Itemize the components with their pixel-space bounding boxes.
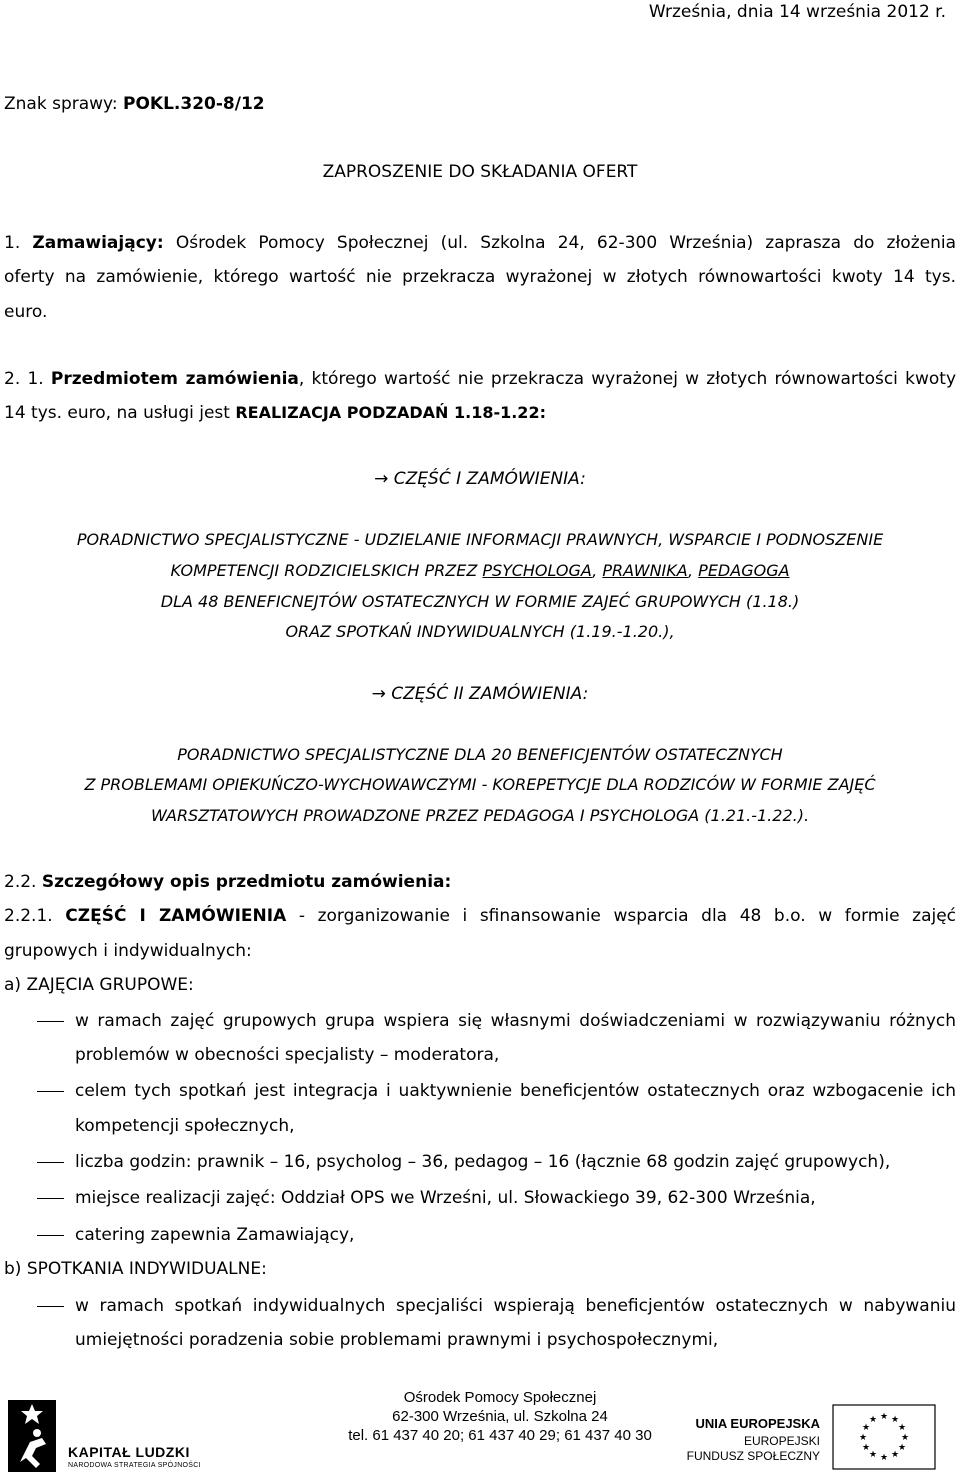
section1-line1 [4, 233, 956, 253]
eu-logo-line2: EUROPEJSKI [743, 1434, 820, 1448]
section221-line2: grupowych i indywidualnych: [4, 941, 252, 961]
part1-line2 [0, 561, 960, 580]
bullet-dash [37, 1235, 64, 1236]
section21-line2 [4, 403, 546, 423]
human-capital-subtitle: NARODOWA STRATEGIA SPÓJNOŚCI [68, 1462, 201, 1469]
bullet-dash [37, 1162, 64, 1163]
individual-item1-line2: umiejętności poradzenia sobie problemami prawnymi i psychospołecznymi, [75, 1330, 719, 1350]
pedagogue-word: PEDAGOGA [698, 561, 790, 580]
bullet-dash [37, 1021, 64, 1022]
section21-label: Przedmiotem zamówienia [50, 369, 299, 389]
part2-line3: WARSZTATOWYCH PROWADZONE PRZEZ PEDAGOGA I PSYCHOLOGA (1.21.-1.22.). [150, 806, 810, 825]
page-title: ZAPROSZENIE DO SKŁADANIA OFERT [322, 162, 638, 182]
svg-text:★: ★ [890, 1450, 900, 1460]
section22-number: 2.2. [4, 872, 37, 892]
separator: , [592, 561, 603, 580]
eu-flag-icon [832, 1404, 936, 1470]
section22-line [4, 872, 451, 892]
human-capital-title: KAPITAŁ LUDZKI [68, 1444, 190, 1460]
part1-line1: PORADNICTWO SPECJALISTYCZNE - UDZIELANIE INFORMACJI PRAWNYCH, WSPARCIE I PODNOSZENIE [76, 530, 884, 549]
case-number: POKL.320-8/12 [123, 94, 265, 114]
svg-text:★: ★ [897, 1443, 907, 1453]
group-item4: miejsce realizacji zajęć: Oddział OPS we Wrześni, ul. Słowackiego 39, 62-300 Września, [75, 1188, 816, 1208]
human-capital-logo [6, 1398, 246, 1476]
psychologist-word: PSYCHOLOGA [482, 561, 593, 580]
case-number-line [4, 94, 265, 114]
section21-text2: 14 tys. euro, na usługi jest [4, 403, 236, 423]
eu-logo [686, 1404, 944, 1474]
group-item3: liczba godzin: prawnik – 16, psycholog – 36, pedagog – 16 (łącznie 68 godzin zajęć grupowych), [75, 1152, 891, 1172]
section1-line3: euro. [4, 302, 48, 322]
part2-line1: PORADNICTWO SPECJALISTYCZNE DLA 20 BENEFICJENTÓW OSTATECZNYCH [177, 745, 783, 764]
section1-line2: oferty na zamówienie, którego wartość nie przekracza wyrażonej w złotych równowartości kwoty 14 tys. [4, 267, 956, 287]
section21-line1 [4, 369, 956, 389]
case-number-label: Znak sprawy: [4, 94, 123, 114]
eu-logo-line1: UNIA EUROPEJSKA [695, 1416, 820, 1431]
svg-text:★: ★ [868, 1415, 878, 1425]
individual-item1-line1: w ramach spotkań indywidualnych specjaliści wspierają beneficjentów ostatecznych w nabywaniu [75, 1296, 956, 1316]
bullet-dash [37, 1306, 64, 1307]
bullet-dash [37, 1091, 64, 1092]
section1-text: Ośrodek Pomocy Społecznej (ul. Szkolna 24, 62-300 Września) zaprasza do złożenia [175, 233, 957, 253]
section21-text: , którego wartość nie przekracza wyrażonej w złotych równowartości kwoty [298, 369, 957, 389]
group-item1-line2: problemów w obecności specjalisty – moderatora, [75, 1045, 500, 1065]
footer-org: Ośrodek Pomocy Społecznej [403, 1389, 597, 1406]
section22-label: Szczegółowy opis przedmiotu zamówienia: [41, 872, 452, 892]
part2-line2: Z PROBLEMAMI OPIEKUŃCZO-WYCHOWAWCZYMI - KOREPETYCJE DLA RODZICÓW W FORMIE ZAJĘĆ [84, 775, 876, 794]
part1-heading: → CZĘŚĆ I ZAMÓWIENIA: [374, 469, 586, 489]
svg-text:★: ★ [879, 1453, 889, 1463]
section1-label: Zamawiający: [32, 233, 164, 253]
section221-line1 [4, 906, 956, 926]
group-item2-line2: kompetencji społecznych, [75, 1116, 295, 1136]
svg-text:★: ★ [879, 1412, 889, 1422]
human-capital-logo-icon [6, 1398, 58, 1474]
section1-number: 1. [4, 233, 21, 253]
part1-line4: ORAZ SPOTKAŃ INDYWIDUALNYCH (1.19.-1.20.), [285, 622, 675, 641]
eu-logo-line3: FUNDUSZ SPOŁECZNY [686, 1449, 820, 1463]
group-heading: a) ZAJĘCIA GRUPOWE: [4, 975, 194, 995]
svg-text:★: ★ [861, 1423, 871, 1433]
part1-line3: DLA 48 BENEFICNEJTÓW OSTATECZNYCH W FORMIE ZAJEĆ GRUPOWYCH (1.18.) [160, 592, 800, 611]
part2-heading: → CZĘŚĆ II ZAMÓWIENIA: [371, 684, 589, 704]
group-item1-line1: w ramach zajęć grupowych grupa wspiera się własnymi doświadczeniami w rozwiązywaniu różnych [75, 1011, 956, 1031]
part1-line2-text: KOMPETENCJI RODZICIELSKICH PRZEZ [170, 561, 483, 580]
section21-subtasks: REALIZACJA PODZADAŃ 1.18-1.22: [235, 403, 546, 422]
section221-number: 2.2.1. [4, 906, 53, 926]
svg-text:★: ★ [861, 1443, 871, 1453]
place-date: Września, dnia 14 września 2012 r. [648, 2, 946, 22]
bullet-dash [37, 1198, 64, 1199]
footer-phones: tel. 61 437 40 20; 61 437 40 29; 61 437 40 30 [348, 1427, 652, 1444]
svg-text:★: ★ [858, 1433, 868, 1443]
svg-text:★: ★ [900, 1433, 910, 1443]
group-item5: catering zapewnia Zamawiający, [75, 1225, 355, 1245]
footer-address: 62-300 Września, ul. Szkolna 24 [392, 1408, 608, 1425]
lawyer-word: PRAWNIKA [602, 561, 688, 580]
svg-text:★: ★ [868, 1450, 878, 1460]
section221-text: - zorganizowanie i sfinansowanie wsparcia dla 48 b.o. w formie zajęć [298, 906, 957, 926]
section221-label: CZĘŚĆ I ZAMÓWIENIA [65, 906, 287, 926]
separator: , [688, 561, 699, 580]
individual-heading: b) SPOTKANIA INDYWIDUALNE: [4, 1259, 267, 1279]
svg-text:★: ★ [890, 1415, 900, 1425]
svg-text:★: ★ [897, 1423, 907, 1433]
group-item2-line1: celem tych spotkań jest integracja i uaktywnienie beneficjentów ostatecznych oraz wzbogacenie ich [75, 1081, 956, 1101]
section21-number: 2. 1. [4, 369, 44, 389]
